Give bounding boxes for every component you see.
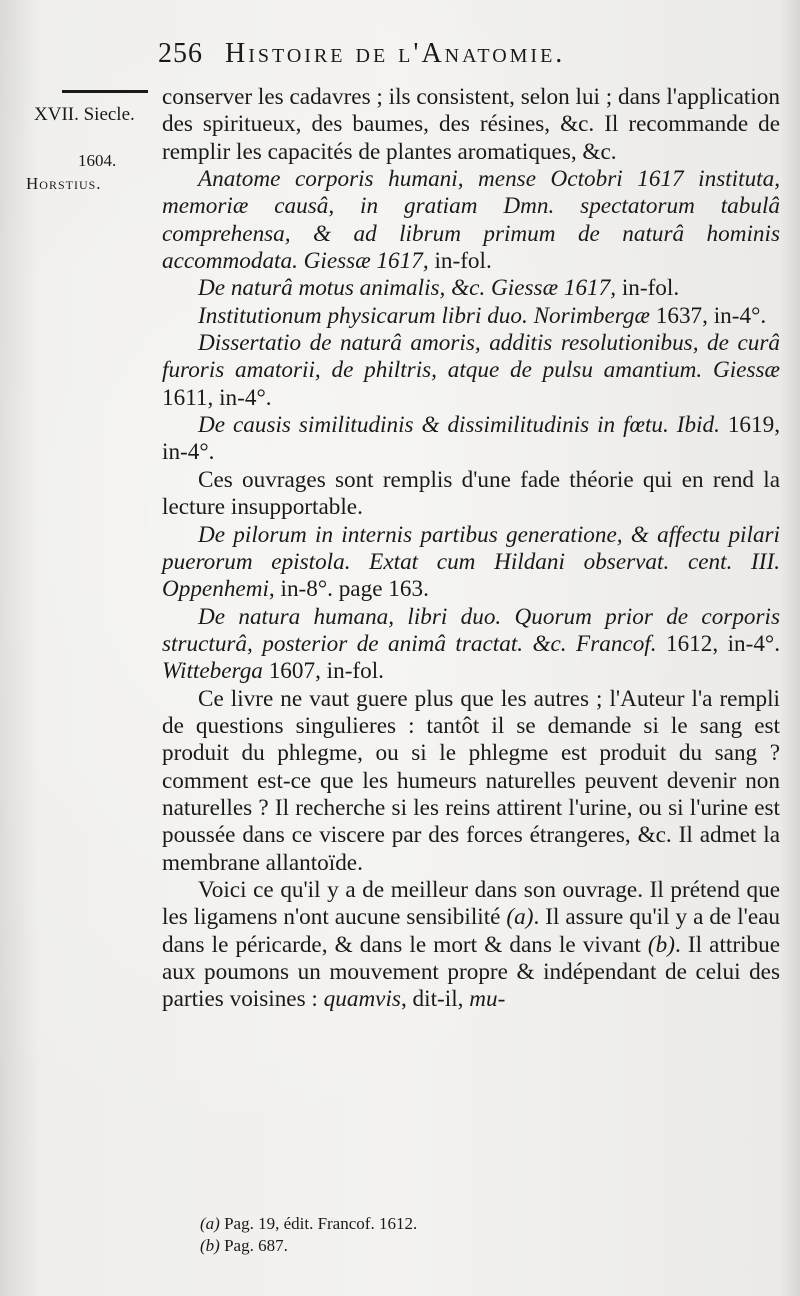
italic-run: Anatome corporis humani, mense Octobri 1617 instituta, memoriæ causâ, in gratiam Dmn. spectatorum tabulâ comprehensa, & ad librum primum de naturâ hominis accommodata. Giessæ 1617, — [162, 166, 780, 275]
text-run: 1607, in-fol. — [262, 658, 384, 685]
margin-note-author: Horstius. — [26, 174, 102, 193]
running-head — [158, 38, 778, 70]
text-run: , dit-il, — [400, 986, 470, 1013]
italic-run: Witteberga — [162, 658, 263, 685]
text-run: . Il assure qu'il y a de l'eau dans le péricarde, & dans le mort & dans le vivant — [162, 904, 780, 958]
paragraph-p5 — [162, 330, 780, 412]
paragraph-p7 — [162, 467, 780, 522]
paragraph-p11 — [162, 877, 780, 1014]
footnote-text: Pag. 19, édit. Francof. 1612. — [224, 1214, 418, 1233]
text-run: conserver les cadavres ; ils consistent, selon lui ; dans l'application des spiritueux, des baumes, des résines, &c. Il recommande de remplir les capacités de plantes aromatiques, &c. — [162, 84, 780, 165]
text-run: Ces ouvrages sont remplis d'une fade théorie qui en rend la lecture insupportable. — [162, 466, 780, 521]
footnote-a — [200, 1213, 760, 1235]
text-run: 1637, in-4°. — [649, 302, 767, 329]
italic-run: De causis similitudinis & dissimilitudinis in fœtu. Ibid. — [198, 412, 720, 439]
footnote-mark: (a) — [200, 1214, 220, 1233]
body-text — [162, 84, 780, 1014]
text-run: 1619, in-4°. — [162, 412, 780, 466]
text-run: Voici ce qu'il y a de meilleur dans son ouvrage. Il prétend que les ligamens n'ont aucune sensibilité — [162, 876, 780, 931]
running-title: Histoire de l'Anatomie. — [225, 38, 566, 69]
text-run: 1612, in-4°. — [656, 630, 780, 657]
italic-run: De naturâ motus animalis, &c. Giessæ 1617, — [198, 275, 617, 302]
italic-run: (a) — [506, 904, 534, 931]
paragraph-p10 — [162, 686, 780, 877]
italic-run: Institutionum physicarum libri duo. Norimbergæ — [198, 302, 650, 329]
italic-run: De pilorum in internis partibus generatione, & affectu pilari puerorum epistola. Extat cum Hildani observat. cent. III. Oppenhemi, — [162, 521, 780, 603]
text-run: 1611, in-4°. — [162, 384, 272, 411]
footnote-b — [200, 1235, 760, 1257]
paragraph-p9 — [162, 604, 780, 686]
italic-run: (b) — [647, 931, 675, 958]
paragraph-p6 — [162, 412, 780, 467]
text-run: Ce livre ne vaut guere plus que les autres ; l'Auteur l'a rempli de questions singulieres : tantôt il se demande si le sang est produit du phlegme, ou si le phlegme est produit du sang ? comment est-ce que les humeurs naturelles peuvent devenir non naturelles ? Il recherche si les reins attirent l'urine, ou si l'urine est poussée dans ce viscere par des forces étrangeres, &c. Il admet la membrane allantoïde. — [162, 685, 780, 876]
paragraph-p3 — [162, 275, 780, 302]
paragraph-p2 — [162, 166, 780, 275]
text-run: in-fol. — [616, 275, 680, 302]
italic-run: mu- — [469, 986, 506, 1013]
margin-rule — [62, 90, 148, 93]
paragraph-p1 — [162, 84, 780, 166]
footnote-mark: (b) — [200, 1236, 220, 1255]
italic-run: Dissertatio de naturâ amoris, additis resolutionibus, de curâ furoris amatorii, de philtris, atque de pulsu amantium. Giessæ — [162, 330, 780, 384]
paragraph-p4 — [162, 303, 780, 330]
footnotes — [200, 1213, 760, 1257]
italic-run: De natura humana, libri duo. Quorum prior de corporis structurâ, posterior de animâ tractat. &c. Francof. — [162, 603, 780, 657]
italic-run: quamvis — [323, 986, 401, 1013]
text-run: . Il attribue aux poumons un mouvement propre & indépendant de celui des parties voisines : — [162, 931, 780, 1013]
footnote-text: Pag. 687. — [224, 1236, 288, 1255]
margin-note-century: XVII. Siecle. — [34, 104, 135, 125]
text-run: in-fol. — [428, 248, 492, 275]
text-run: in-8°. page 163. — [274, 576, 429, 603]
margin-note-year: 1604. — [78, 151, 117, 170]
paragraph-p8 — [162, 522, 780, 604]
page-number: 256 — [158, 38, 203, 69]
